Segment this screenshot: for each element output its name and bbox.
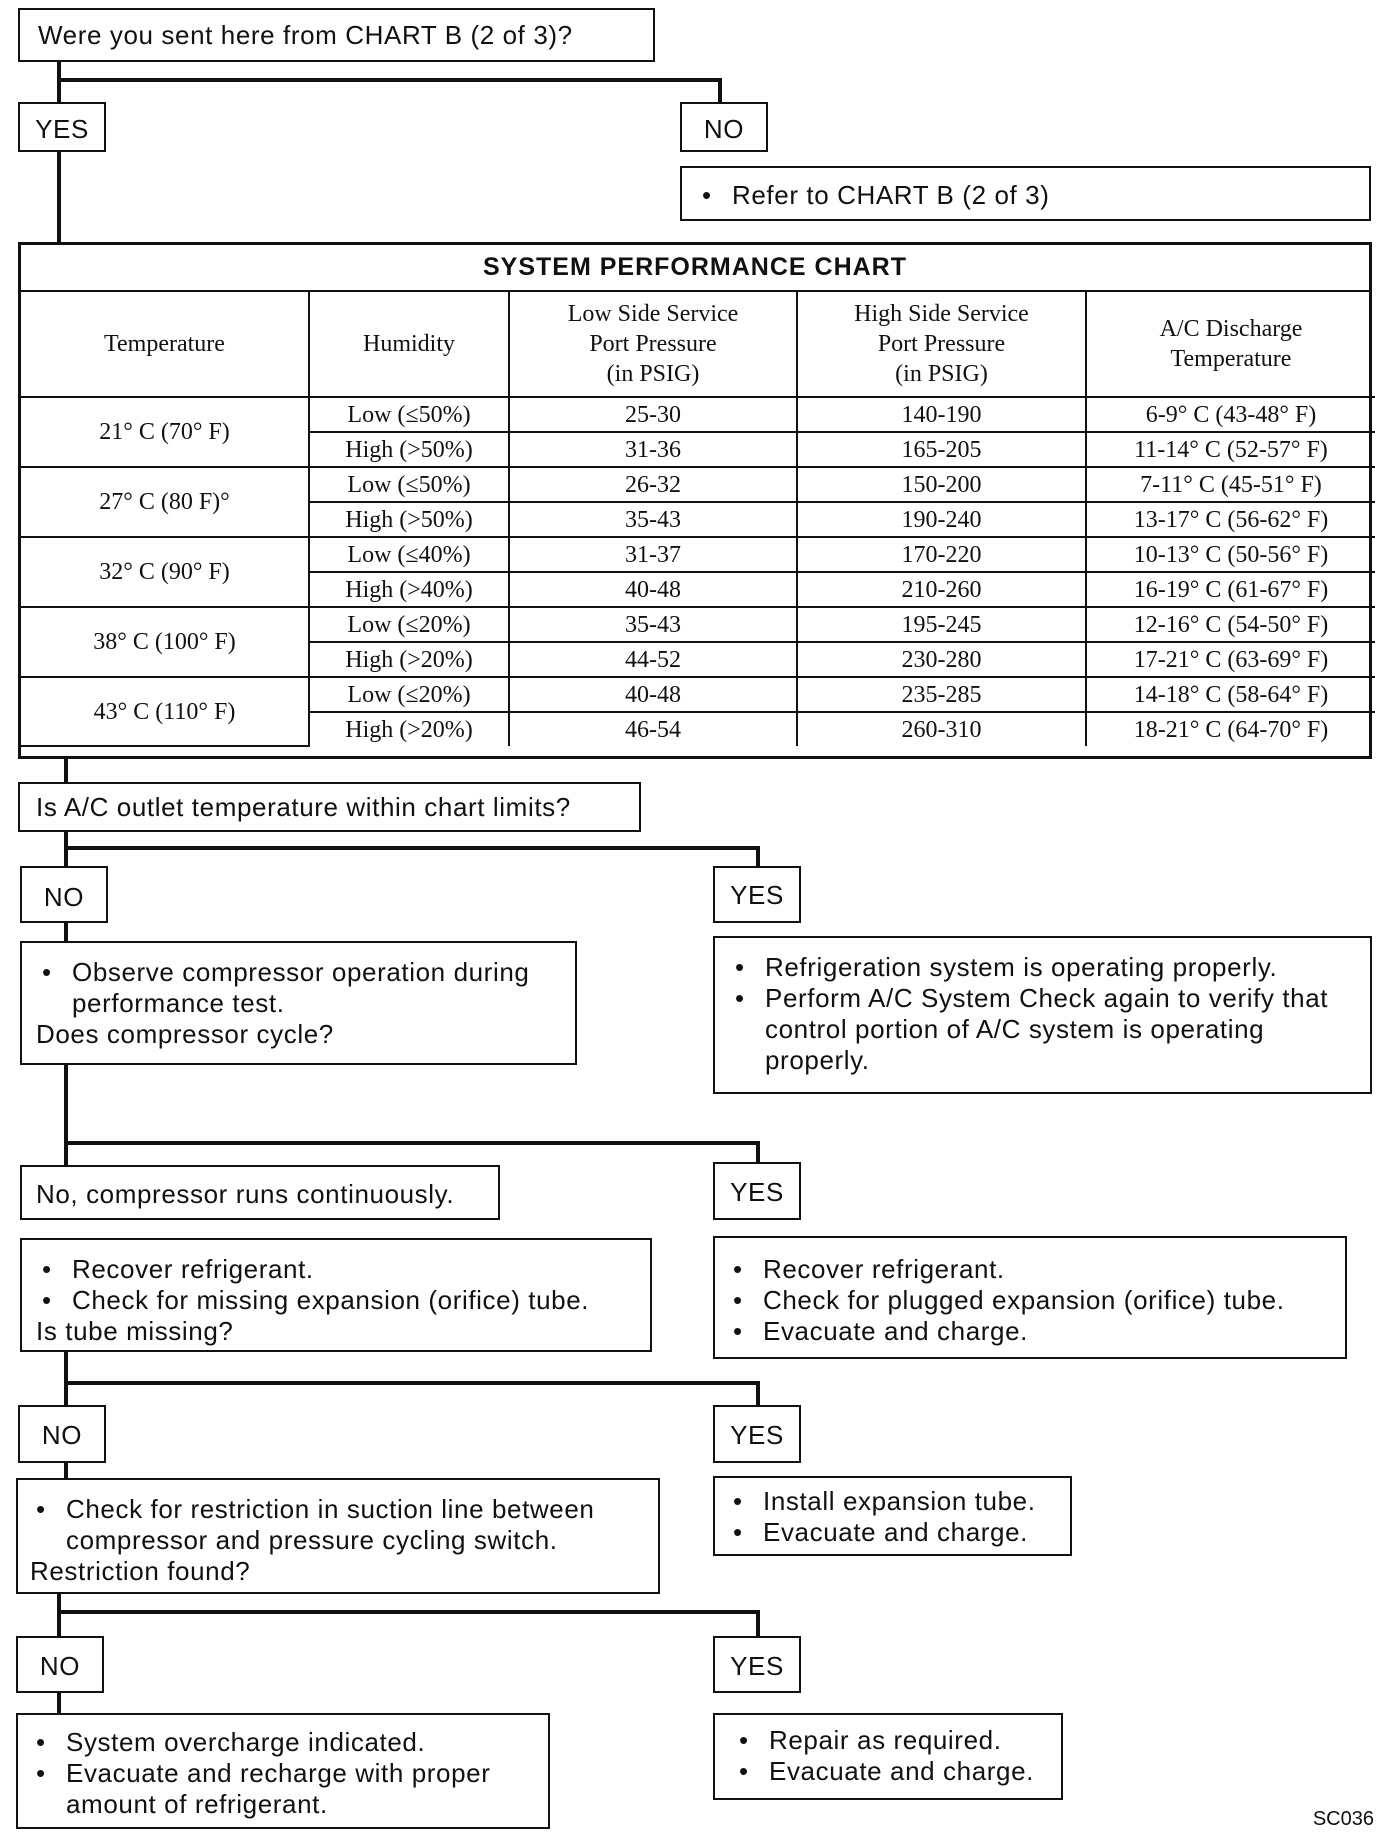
discharge-cell: 13-17° C (56-62° F) <box>1086 502 1375 537</box>
discharge-cell: 6-9° C (43-48° F) <box>1086 397 1375 432</box>
humidity-cell: High (>50%) <box>309 502 509 537</box>
refer-chart-text: • Refer to CHART B (2 of 3) <box>696 180 1369 211</box>
header-humidity: Humidity <box>309 292 509 397</box>
system-performance-chart <box>18 242 1372 759</box>
table-row <box>21 677 1375 712</box>
header-temperature: Temperature <box>21 292 309 397</box>
low-side-cell: 35-43 <box>509 502 797 537</box>
low-side-cell: 31-36 <box>509 432 797 467</box>
connector-line <box>57 78 722 82</box>
low-side-cell: 35-43 <box>509 607 797 642</box>
header-low-side: Low Side Service Port Pressure (in PSIG) <box>509 292 797 397</box>
high-side-cell: 195-245 <box>797 607 1086 642</box>
repair-box: • Repair as required. • Evacuate and charge. <box>713 1713 1063 1800</box>
humidity-cell: High (>50%) <box>309 432 509 467</box>
high-side-cell: 260-310 <box>797 712 1086 746</box>
connector-line <box>64 846 760 850</box>
humidity-cell: Low (≤50%) <box>309 397 509 432</box>
discharge-cell: 7-11° C (45-51° F) <box>1086 467 1375 502</box>
discharge-cell: 17-21° C (63-69° F) <box>1086 642 1375 677</box>
high-side-cell: 235-285 <box>797 677 1086 712</box>
connector-line <box>64 921 68 943</box>
no-label-box: NO <box>680 102 768 152</box>
high-side-cell: 165-205 <box>797 432 1086 467</box>
connector-line <box>718 78 722 104</box>
no-label-box: NO <box>18 1405 106 1463</box>
discharge-cell: 10-13° C (50-56° F) <box>1086 537 1375 572</box>
connector-line <box>64 1141 760 1145</box>
compressor-continuous-box: No, compressor runs continuously. <box>20 1165 500 1220</box>
connector-line <box>57 150 61 244</box>
no-label-box: NO <box>16 1636 104 1693</box>
discharge-cell: 11-14° C (52-57° F) <box>1086 432 1375 467</box>
discharge-cell: 12-16° C (54-50° F) <box>1086 607 1375 642</box>
table-row <box>21 467 1375 502</box>
table-row <box>21 397 1375 432</box>
plugged-tube-box: • Recover refrigerant. • Check for plugged expansion (orifice) tube. • Evacuate and charge. <box>713 1236 1347 1359</box>
figure-code: SC036 <box>1312 1808 1374 1830</box>
connector-line <box>57 60 61 104</box>
temperature-cell: 38° C (100° F) <box>21 607 309 677</box>
yes-label-box: YES <box>713 1162 801 1220</box>
table-row <box>21 537 1375 572</box>
header-high-side: High Side Service Port Pressure (in PSIG) <box>797 292 1086 397</box>
connector-line <box>57 1592 61 1638</box>
humidity-cell: High (>20%) <box>309 642 509 677</box>
table-header-row <box>21 292 1375 397</box>
yes-label-box: YES <box>713 1405 801 1463</box>
low-side-cell: 44-52 <box>509 642 797 677</box>
high-side-cell: 150-200 <box>797 467 1086 502</box>
observe-compressor-box: • Observe compressor operation during performance test. Does compressor cycle? <box>20 941 577 1065</box>
connector-line <box>64 1381 760 1385</box>
connector-line <box>57 1610 760 1614</box>
temperature-cell: 32° C (90° F) <box>21 537 309 607</box>
yes-label-box: YES <box>713 1636 801 1693</box>
yes-label-box: YES <box>18 102 106 152</box>
temperature-cell: 43° C (110° F) <box>21 677 309 746</box>
suction-restriction-box: • Check for restriction in suction line between compressor and pressure cycling switch. Restriction found? <box>16 1478 660 1594</box>
compressor-cycle-question: Does compressor cycle? <box>36 1019 334 1049</box>
low-side-cell: 26-32 <box>509 467 797 502</box>
humidity-cell: Low (≤50%) <box>309 467 509 502</box>
yes-label-box: YES <box>713 866 801 923</box>
low-side-cell: 46-54 <box>509 712 797 746</box>
missing-tube-box: • Recover refrigerant. • Check for missing expansion (orifice) tube. Is tube missing? <box>20 1238 652 1352</box>
low-side-cell: 40-48 <box>509 572 797 607</box>
low-side-cell: 25-30 <box>509 397 797 432</box>
high-side-cell: 170-220 <box>797 537 1086 572</box>
humidity-cell: Low (≤20%) <box>309 677 509 712</box>
restriction-question: Restriction found? <box>30 1556 251 1586</box>
high-side-cell: 230-280 <box>797 642 1086 677</box>
chart-title: SYSTEM PERFORMANCE CHART <box>21 245 1369 292</box>
start-question-box <box>18 8 655 62</box>
humidity-cell: Low (≤20%) <box>309 607 509 642</box>
connector-line <box>756 1610 760 1638</box>
start-question-text: Were you sent here from CHART B (2 of 3)? <box>38 20 573 50</box>
discharge-cell: 14-18° C (58-64° F) <box>1086 677 1375 712</box>
no-label-box: NO <box>20 866 108 923</box>
tube-missing-question: Is tube missing? <box>36 1316 234 1346</box>
discharge-cell: 18-21° C (64-70° F) <box>1086 712 1375 746</box>
humidity-cell: High (>20%) <box>309 712 509 746</box>
humidity-cell: High (>40%) <box>309 572 509 607</box>
high-side-cell: 140-190 <box>797 397 1086 432</box>
connector-line <box>756 846 760 868</box>
outlet-temp-question-box: Is A/C outlet temperature within chart limits? <box>18 782 641 832</box>
humidity-cell: Low (≤40%) <box>309 537 509 572</box>
overcharge-box: • System overcharge indicated. • Evacuate and recharge with proper amount of refrigerant. <box>16 1713 550 1829</box>
high-side-cell: 190-240 <box>797 502 1086 537</box>
low-side-cell: 31-37 <box>509 537 797 572</box>
high-side-cell: 210-260 <box>797 572 1086 607</box>
performance-table <box>21 292 1375 747</box>
refer-chart-box <box>680 166 1371 221</box>
temperature-cell: 21° C (70° F) <box>21 397 309 467</box>
header-discharge: A/C Discharge Temperature <box>1086 292 1375 397</box>
connector-line <box>64 1063 68 1171</box>
temperature-cell: 27° C (80 F)° <box>21 467 309 537</box>
system-ok-box: • Refrigeration system is operating properly. • Perform A/C System Check again to verify that control portion of A/C system is operating properly. <box>713 936 1372 1094</box>
install-tube-box: • Install expansion tube. • Evacuate and charge. <box>713 1476 1072 1556</box>
discharge-cell: 16-19° C (61-67° F) <box>1086 572 1375 607</box>
low-side-cell: 40-48 <box>509 677 797 712</box>
table-row <box>21 607 1375 642</box>
